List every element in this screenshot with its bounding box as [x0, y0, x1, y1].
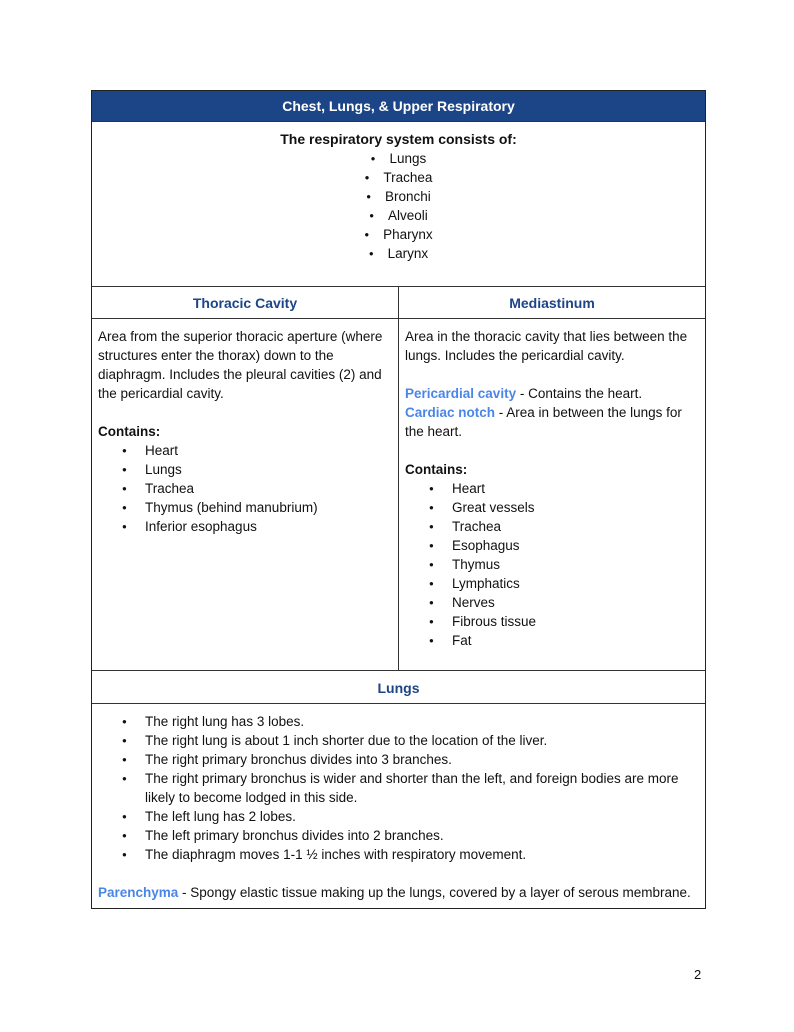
mediastinum-column	[399, 287, 705, 670]
list-item: ● The diaphragm moves 1-1 ½ inches with respiratory movement.	[122, 845, 699, 864]
list-item: ● Heart	[429, 479, 699, 498]
term-definition	[405, 384, 699, 403]
term-definition	[405, 403, 699, 441]
lungs-section	[92, 704, 705, 908]
list-item: ● Esophagus	[429, 536, 699, 555]
list-item: ● Lungs	[92, 149, 705, 168]
list-item: ● Thymus (behind manubrium)	[122, 498, 392, 517]
mediastinum-description: Area in the thoracic cavity that lies between the lungs. Includes the pericardial cavity.	[405, 329, 688, 363]
thoracic-column	[92, 287, 399, 670]
list-item: ● Trachea	[92, 168, 705, 187]
contains-label: Contains:	[405, 462, 468, 477]
list-item: ● Trachea	[122, 479, 392, 498]
list-item: ● Thymus	[429, 555, 699, 574]
thoracic-list	[98, 441, 392, 536]
list-item: ● The right primary bronchus is wider and shorter than the left, and foreign bodies are more likely to become lodged in this side.	[122, 769, 699, 807]
list-item: ● Lymphatics	[429, 574, 699, 593]
definition: - Contains the heart.	[516, 386, 643, 401]
term: Pericardial cavity	[405, 386, 517, 401]
thoracic-description: Area from the superior thoracic aperture (where structures enter the thorax) down to the diaphragm. Includes the pleural cavities (2) and the pericardial cavity.	[98, 329, 383, 401]
parenchyma-definition	[98, 883, 699, 902]
intro-list	[92, 149, 705, 263]
list-item: ● The right lung is about 1 inch shorter due to the location of the liver.	[122, 731, 699, 750]
list-item: ● The left primary bronchus divides into 2 branches.	[122, 826, 699, 845]
list-item: ● Alveoli	[92, 206, 705, 225]
intro-section	[92, 122, 705, 287]
intro-heading: The respiratory system consists of:	[280, 131, 517, 147]
list-item: ● Great vessels	[429, 498, 699, 517]
thoracic-heading: Thoracic Cavity	[92, 287, 398, 319]
list-item: ● Lungs	[122, 460, 392, 479]
list-item: ● Fat	[429, 631, 699, 650]
definition: - Area in between the lungs for the heart.	[405, 405, 682, 439]
list-item: ● Inferior esophagus	[122, 517, 392, 536]
mediastinum-heading: Mediastinum	[399, 287, 705, 319]
table-title: Chest, Lungs, & Upper Respiratory	[92, 91, 705, 122]
list-item: ● The right primary bronchus divides into 3 branches.	[122, 750, 699, 769]
term: Cardiac notch	[405, 405, 496, 420]
list-item: ● Nerves	[429, 593, 699, 612]
definition: - Spongy elastic tissue making up the lungs, covered by a layer of serous membrane.	[178, 885, 691, 900]
list-item: ● Trachea	[429, 517, 699, 536]
mediastinum-list	[405, 479, 699, 650]
list-item: ● Fibrous tissue	[429, 612, 699, 631]
list-item: ● Larynx	[92, 244, 705, 263]
list-item: ● Bronchi	[92, 187, 705, 206]
lungs-heading: Lungs	[92, 670, 705, 704]
respiratory-table	[91, 90, 706, 909]
cavity-row	[92, 287, 705, 670]
list-item: ● Pharynx	[92, 225, 705, 244]
lungs-list	[98, 712, 699, 864]
list-item: ● The right lung has 3 lobes.	[122, 712, 699, 731]
term: Parenchyma	[98, 885, 179, 900]
page-number: 2	[694, 967, 702, 982]
list-item: ● Heart	[122, 441, 392, 460]
list-item: ● The left lung has 2 lobes.	[122, 807, 699, 826]
contains-label: Contains:	[98, 424, 161, 439]
